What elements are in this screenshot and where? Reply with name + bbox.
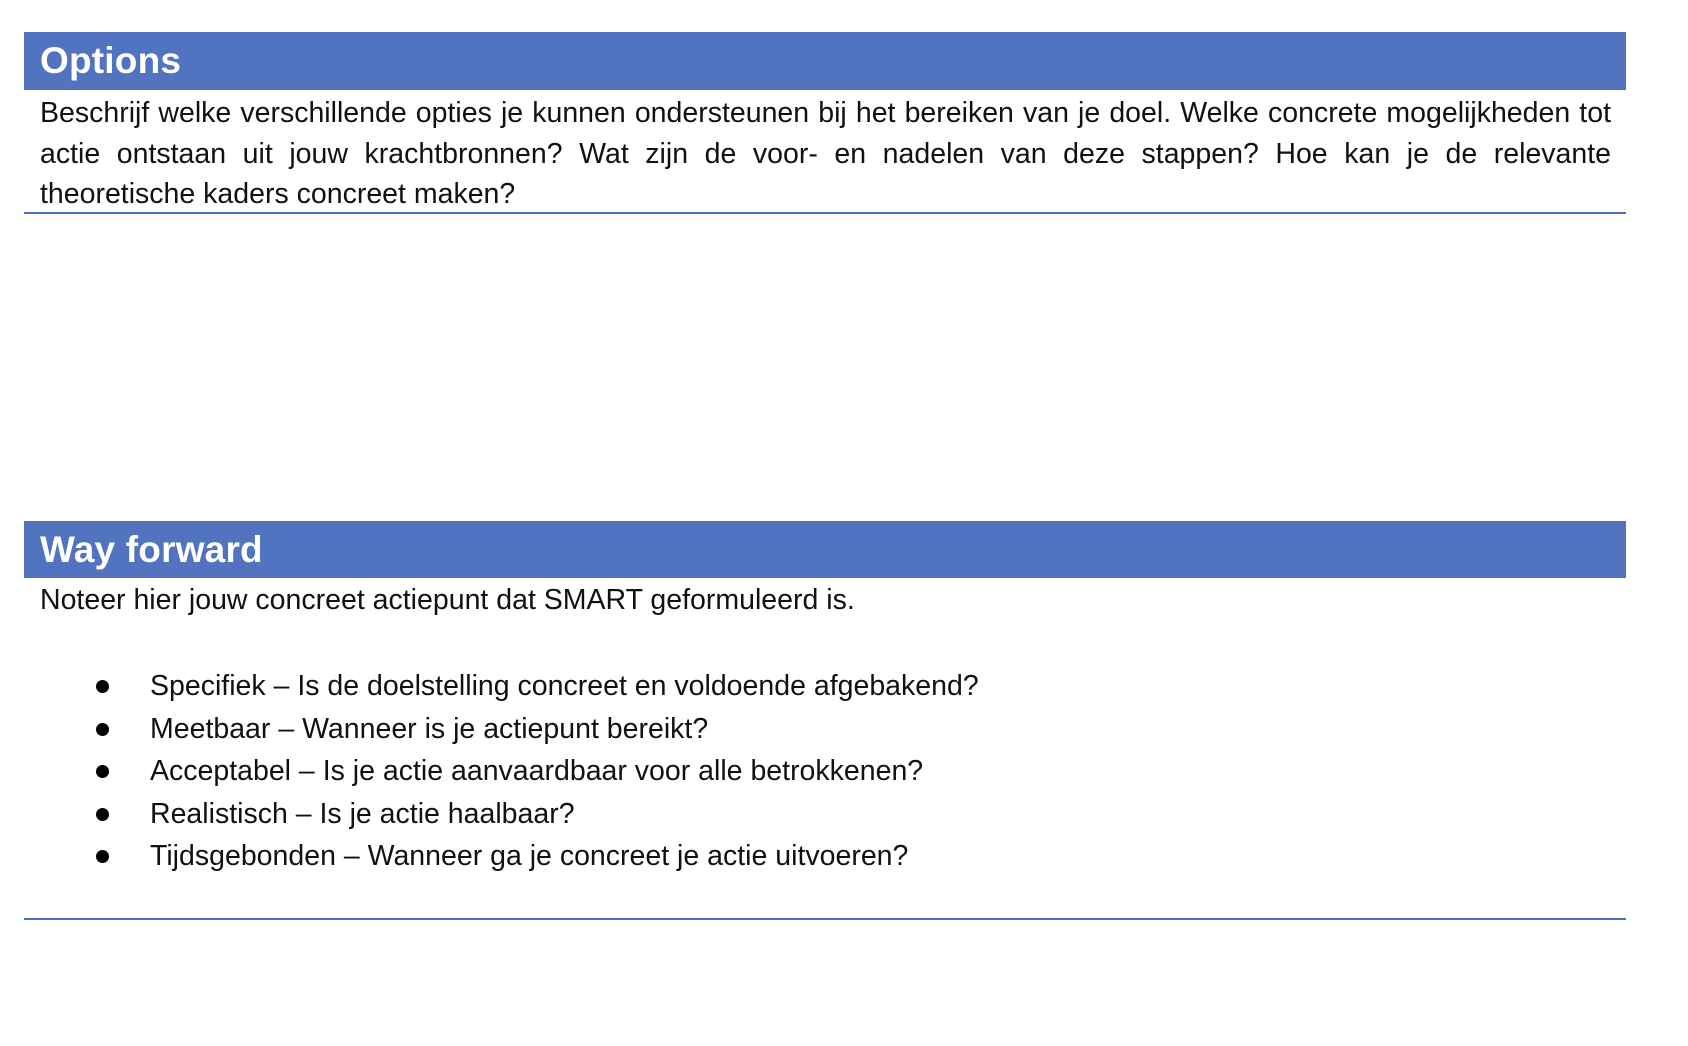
smart-criteria-list: [40, 665, 1440, 878]
criterion-text: Tijdsgebonden – Wanneer ga je concreet je actie uitvoeren?: [150, 840, 909, 872]
criterion-text: Specifiek – Is de doelstelling concreet en voldoende afgebakend?: [150, 670, 979, 702]
criterion-text: Realistisch – Is je actie haalbaar?: [150, 797, 575, 830]
options-divider: [24, 212, 1626, 214]
criterion-text: Meetbaar – Wanneer is je actiepunt bereikt?: [150, 712, 709, 745]
bullet-icon: [96, 850, 109, 863]
bullet-icon: [96, 765, 109, 778]
list-item: [40, 793, 1440, 836]
way-forward-divider: [24, 918, 1626, 920]
list-item: [40, 708, 1440, 751]
bullet-icon: [96, 808, 109, 821]
bullet-icon: [96, 680, 109, 693]
list-item: [40, 665, 1440, 708]
criterion-text: Acceptabel – Is je actie aanvaardbaar voor alle betrokkenen?: [150, 755, 924, 787]
options-description: Beschrijf welke verschillende opties je kunnen ondersteunen bij het bereiken van je doel. Welke concrete mogelijkheden tot actie ontstaan uit jouw krachtbronnen? Wat zijn de voor- en nadelen van deze stappen? Hoe kan je de relevante theoretische kaders concreet maken?: [40, 97, 1611, 210]
list-item: [40, 750, 1440, 793]
way-forward-intro: Noteer hier jouw concreet actiepunt dat SMART geformuleerd is.: [40, 584, 855, 616]
list-item: [40, 835, 1440, 878]
bullet-icon: [96, 723, 109, 736]
way-forward-section-title: Way forward: [24, 521, 1626, 578]
options-section-title: Options: [24, 32, 1626, 90]
